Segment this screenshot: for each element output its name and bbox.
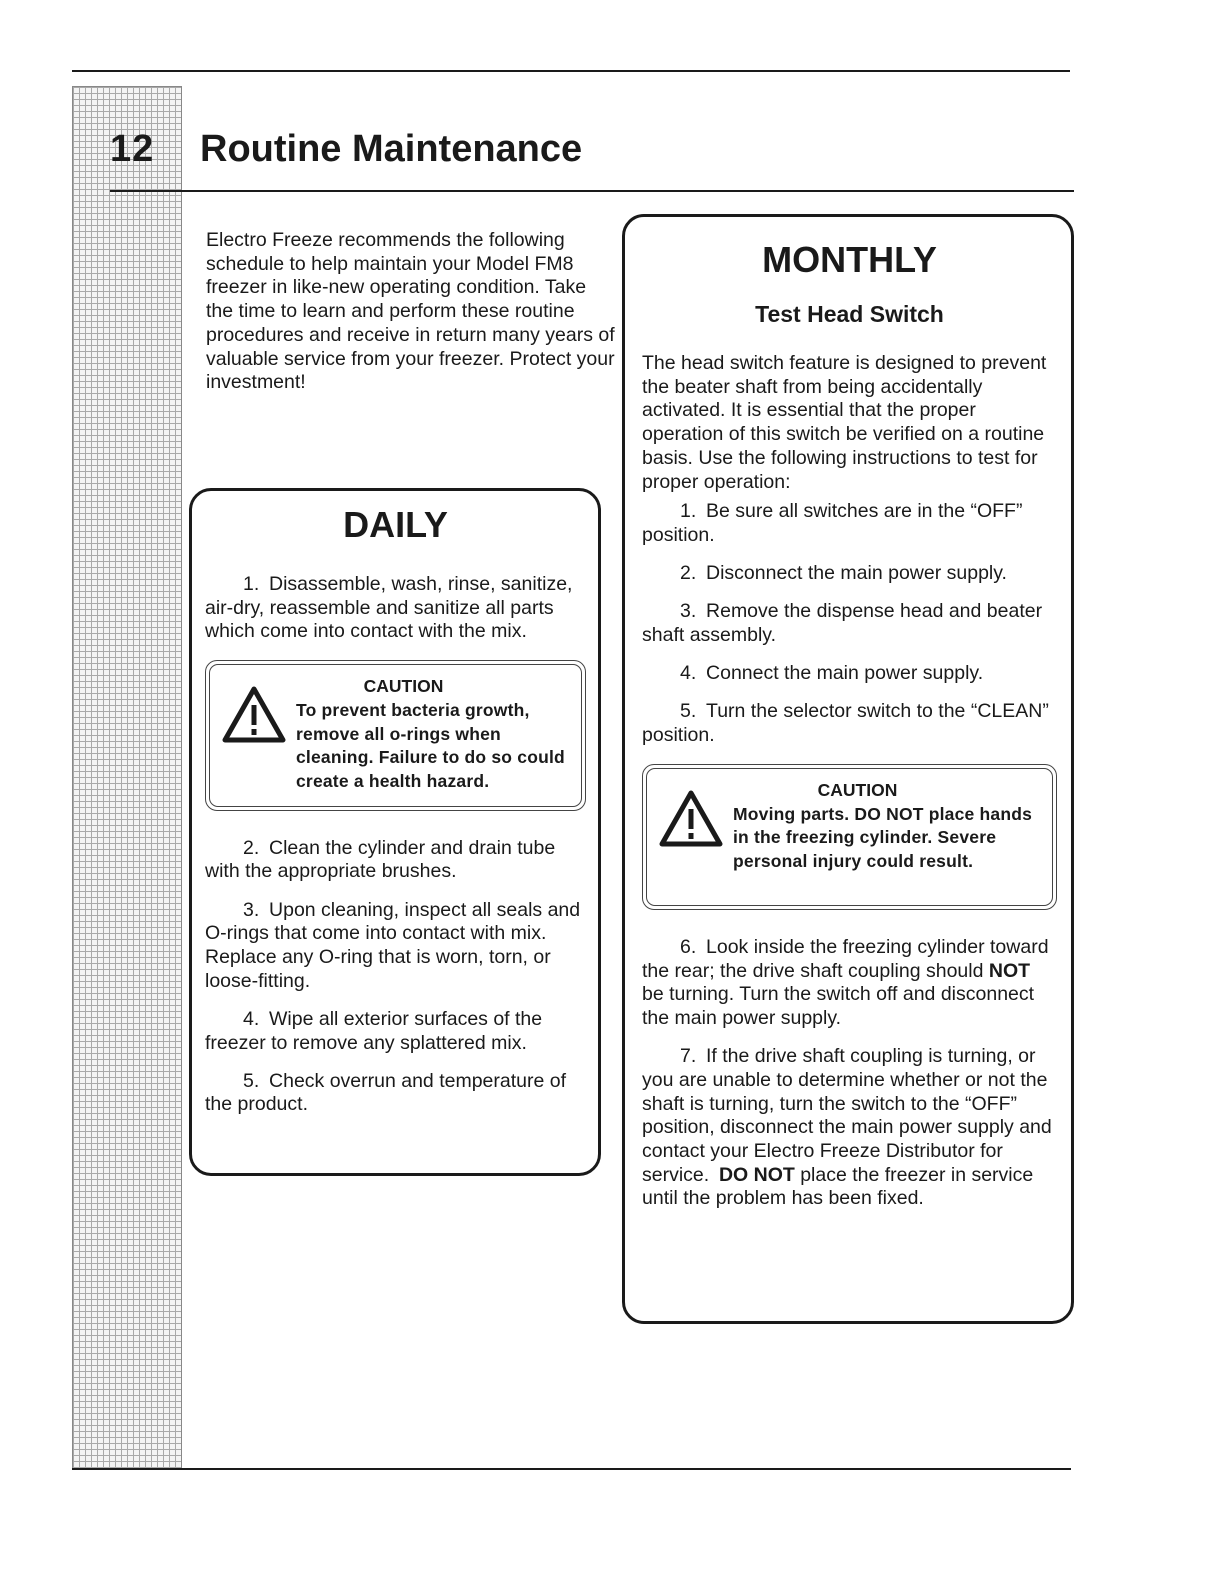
daily-item-3: 3. Upon cleaning, inspect all seals and O-rings that come into contact with mix. Replace any O-ring that is worn, torn, or loose-fitting. — [205, 898, 581, 992]
caution-title: CAUTION — [363, 676, 444, 697]
warning-icon — [222, 685, 286, 743]
monthly-step-1: 1. Be sure all switches are in the “OFF” position. — [642, 500, 1023, 546]
step-7-text-a: 7. If the drive shaft coupling is turning, or you are unable to determine whether or not the shaft is turning, turn the switch to the “OFF” position, disconnect the main power supply and contact your Electro Freeze Distributor for service. — [642, 1045, 1052, 1186]
daily-box — [189, 488, 601, 1176]
monthly-subheading: Test Head Switch — [755, 301, 944, 327]
top-rule — [72, 70, 1070, 72]
monthly-step-3: 3. Remove the dispense head and beater shaft assembly. — [642, 600, 1043, 647]
warning-icon — [659, 789, 723, 847]
daily-item-2: 2. Clean the cylinder and drain tube with the appropriate brushes. — [205, 836, 556, 883]
step-6-text-a: 6. Look inside the freezing cylinder toward the rear; the drive shaft coupling should — [642, 935, 1049, 982]
caution-text: To prevent bacteria growth, remove all o-rings when cleaning. Failure to do so could create a health hazard. — [296, 699, 565, 791]
monthly-caution-box — [642, 764, 1057, 910]
page-title: Routine Maintenance — [200, 128, 583, 170]
daily-item-1: 1. Disassemble, wash, rinse, sanitize, air-dry, reassemble and sanitize all parts which come into contact with the mix. — [205, 573, 573, 643]
step-6-text-b: be turning. Turn the switch off and disconnect the main power supply. — [642, 983, 1035, 1029]
daily-item-5: 5. Check overrun and temperature of the product. — [205, 1069, 567, 1116]
monthly-step-2: 2. Disconnect the main power supply. — [680, 562, 1007, 585]
daily-heading: DAILY — [343, 504, 448, 545]
daily-item-4: 4. Wipe all exterior surfaces of the freezer to remove any splattered mix. — [205, 1007, 543, 1054]
monthly-box — [622, 214, 1074, 1324]
monthly-intro: The head switch feature is designed to prevent the beater shaft from being accidentally activated. It is essential that the proper operation of this switch be verified on a routine basis. Use the following instructions to test for proper operation: — [642, 352, 1047, 493]
monthly-step-7 — [642, 1045, 1057, 1211]
monthly-heading: MONTHLY — [762, 239, 937, 280]
monthly-step-5: 5. Turn the selector switch to the “CLEAN” position. — [642, 700, 1049, 747]
grid-margin-strip — [72, 86, 182, 1470]
step-6-bold: NOT — [988, 959, 1031, 982]
monthly-step-6 — [642, 936, 1057, 1031]
bottom-rule — [72, 1468, 1071, 1470]
step-7-bold: DO NOT — [718, 1163, 795, 1186]
step-7-text-b: place the freezer in service until the problem has been fixed. — [642, 1163, 1034, 1210]
monthly-step-4: 4. Connect the main power supply. — [680, 662, 984, 685]
caution-text: Moving parts. DO NOT place hands in the freezing cylinder. Severe personal injury could result. — [733, 803, 1033, 871]
chapter-number: 12 — [110, 128, 155, 170]
daily-caution-box — [205, 660, 586, 811]
caution-title: CAUTION — [817, 779, 898, 800]
intro-paragraph: Electro Freeze recommends the following schedule to help maintain your Model FM8 freezer in like-new operating condition. Take the time to learn and perform these routine procedures and receive in return many years of valuable service from your freezer. Protect your investment! — [206, 229, 615, 394]
header-rule — [110, 190, 1074, 192]
